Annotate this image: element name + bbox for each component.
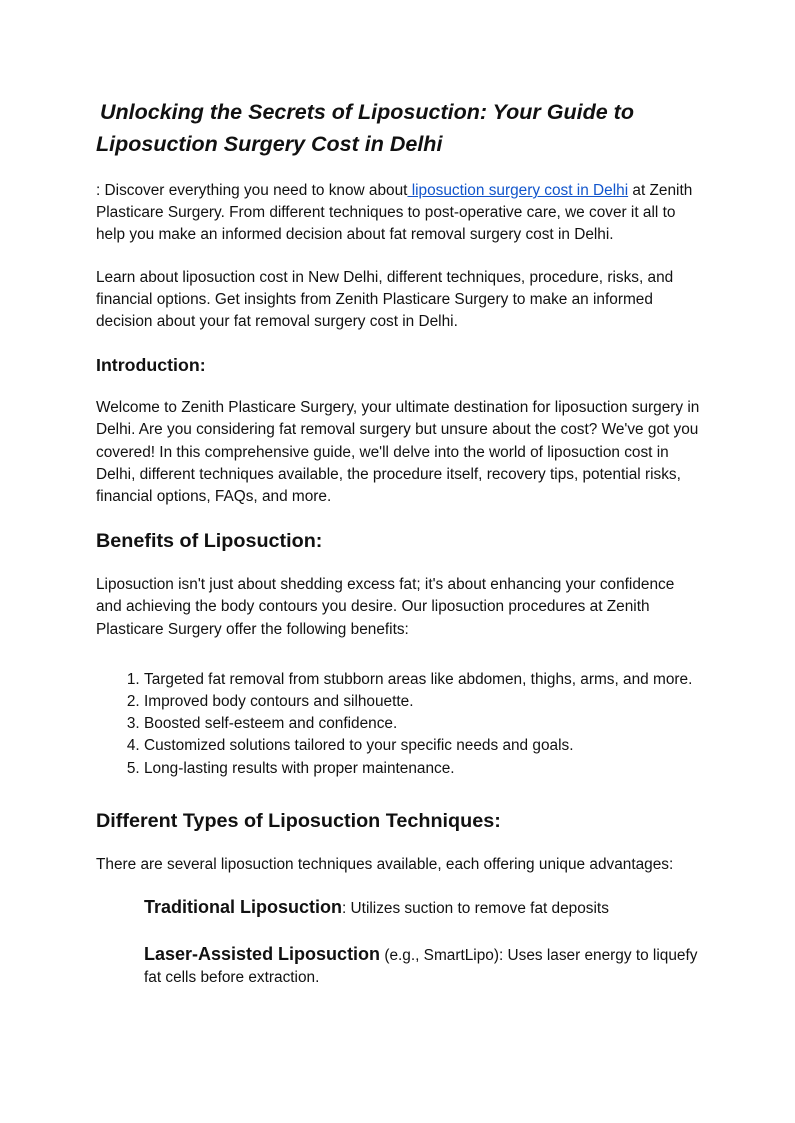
summary-paragraph: Learn about liposuction cost in New Delhi, different techniques, procedure, risks, and financial options. Get insights from Zenith Plasticare Surgery to make an informed decision about your fat removal surgery cost in Delhi.	[96, 268, 674, 331]
title-line-1: Unlocking the Secrets of Liposuction: Your Guide to	[100, 100, 634, 124]
technique-description: (e.g., SmartLipo): Uses laser energy to liquefy fat cells before extraction.	[144, 946, 698, 987]
list-item: 1. Targeted fat removal from stubborn areas like abdomen, thighs, arms, and more.	[144, 669, 700, 691]
list-item: 5. Long-lasting results with proper maintenance.	[144, 758, 700, 780]
list-item: 2. Improved body contours and silhouette.	[144, 691, 700, 713]
technique-item	[144, 896, 700, 921]
benefits-list	[96, 669, 700, 780]
techniques-body: There are several liposuction techniques available, each offering unique advantages:	[96, 855, 674, 873]
technique-item	[144, 943, 700, 990]
benefits-heading: Benefits of Liposuction:	[96, 530, 323, 553]
liposuction-cost-link[interactable]: liposuction surgery cost in Delhi	[407, 182, 629, 199]
technique-name: Laser-Assisted Liposuction	[144, 943, 381, 964]
list-item: 4. Customized solutions tailored to your specific needs and goals.	[144, 735, 700, 757]
benefits-body: Liposuction isn't just about shedding excess fat; it's about enhancing your confidence and achieving the body contours you desire. Our liposuction procedures at Zenith Plasticare Surgery offer the following benefits:	[96, 576, 675, 638]
document-page	[96, 96, 700, 1012]
introduction-body: Welcome to Zenith Plasticare Surgery, your ultimate destination for liposuction surgery in Delhi. Are you considering fat removal surgery but unsure about the cost? We've got you covered! In this comprehensive guide, we'll delve into the world of liposuction cost in Delhi, different techniques available, the procedure itself, recovery tips, potential risks, financial options, FAQs, and more.	[96, 399, 700, 506]
list-item: 3. Boosted self-esteem and confidence.	[144, 713, 700, 735]
intro-prefix: : Discover everything you need to know about	[96, 182, 408, 199]
page-title	[96, 96, 700, 160]
introduction-heading: Introduction:	[96, 355, 206, 376]
intro-suffix: at Zenith Plasticare Surgery. From different techniques to post-operative care, we cover it all to help you make an informed decision about fat removal surgery cost in Delhi.	[96, 182, 693, 244]
title-line-2: Liposuction Surgery Cost in Delhi	[96, 132, 443, 156]
techniques-heading: Different Types of Liposuction Techniques:	[96, 809, 501, 832]
technique-name: Traditional Liposuction	[144, 897, 342, 918]
technique-description: : Utilizes suction to remove fat deposits	[342, 900, 609, 918]
intro-paragraph	[96, 180, 700, 247]
